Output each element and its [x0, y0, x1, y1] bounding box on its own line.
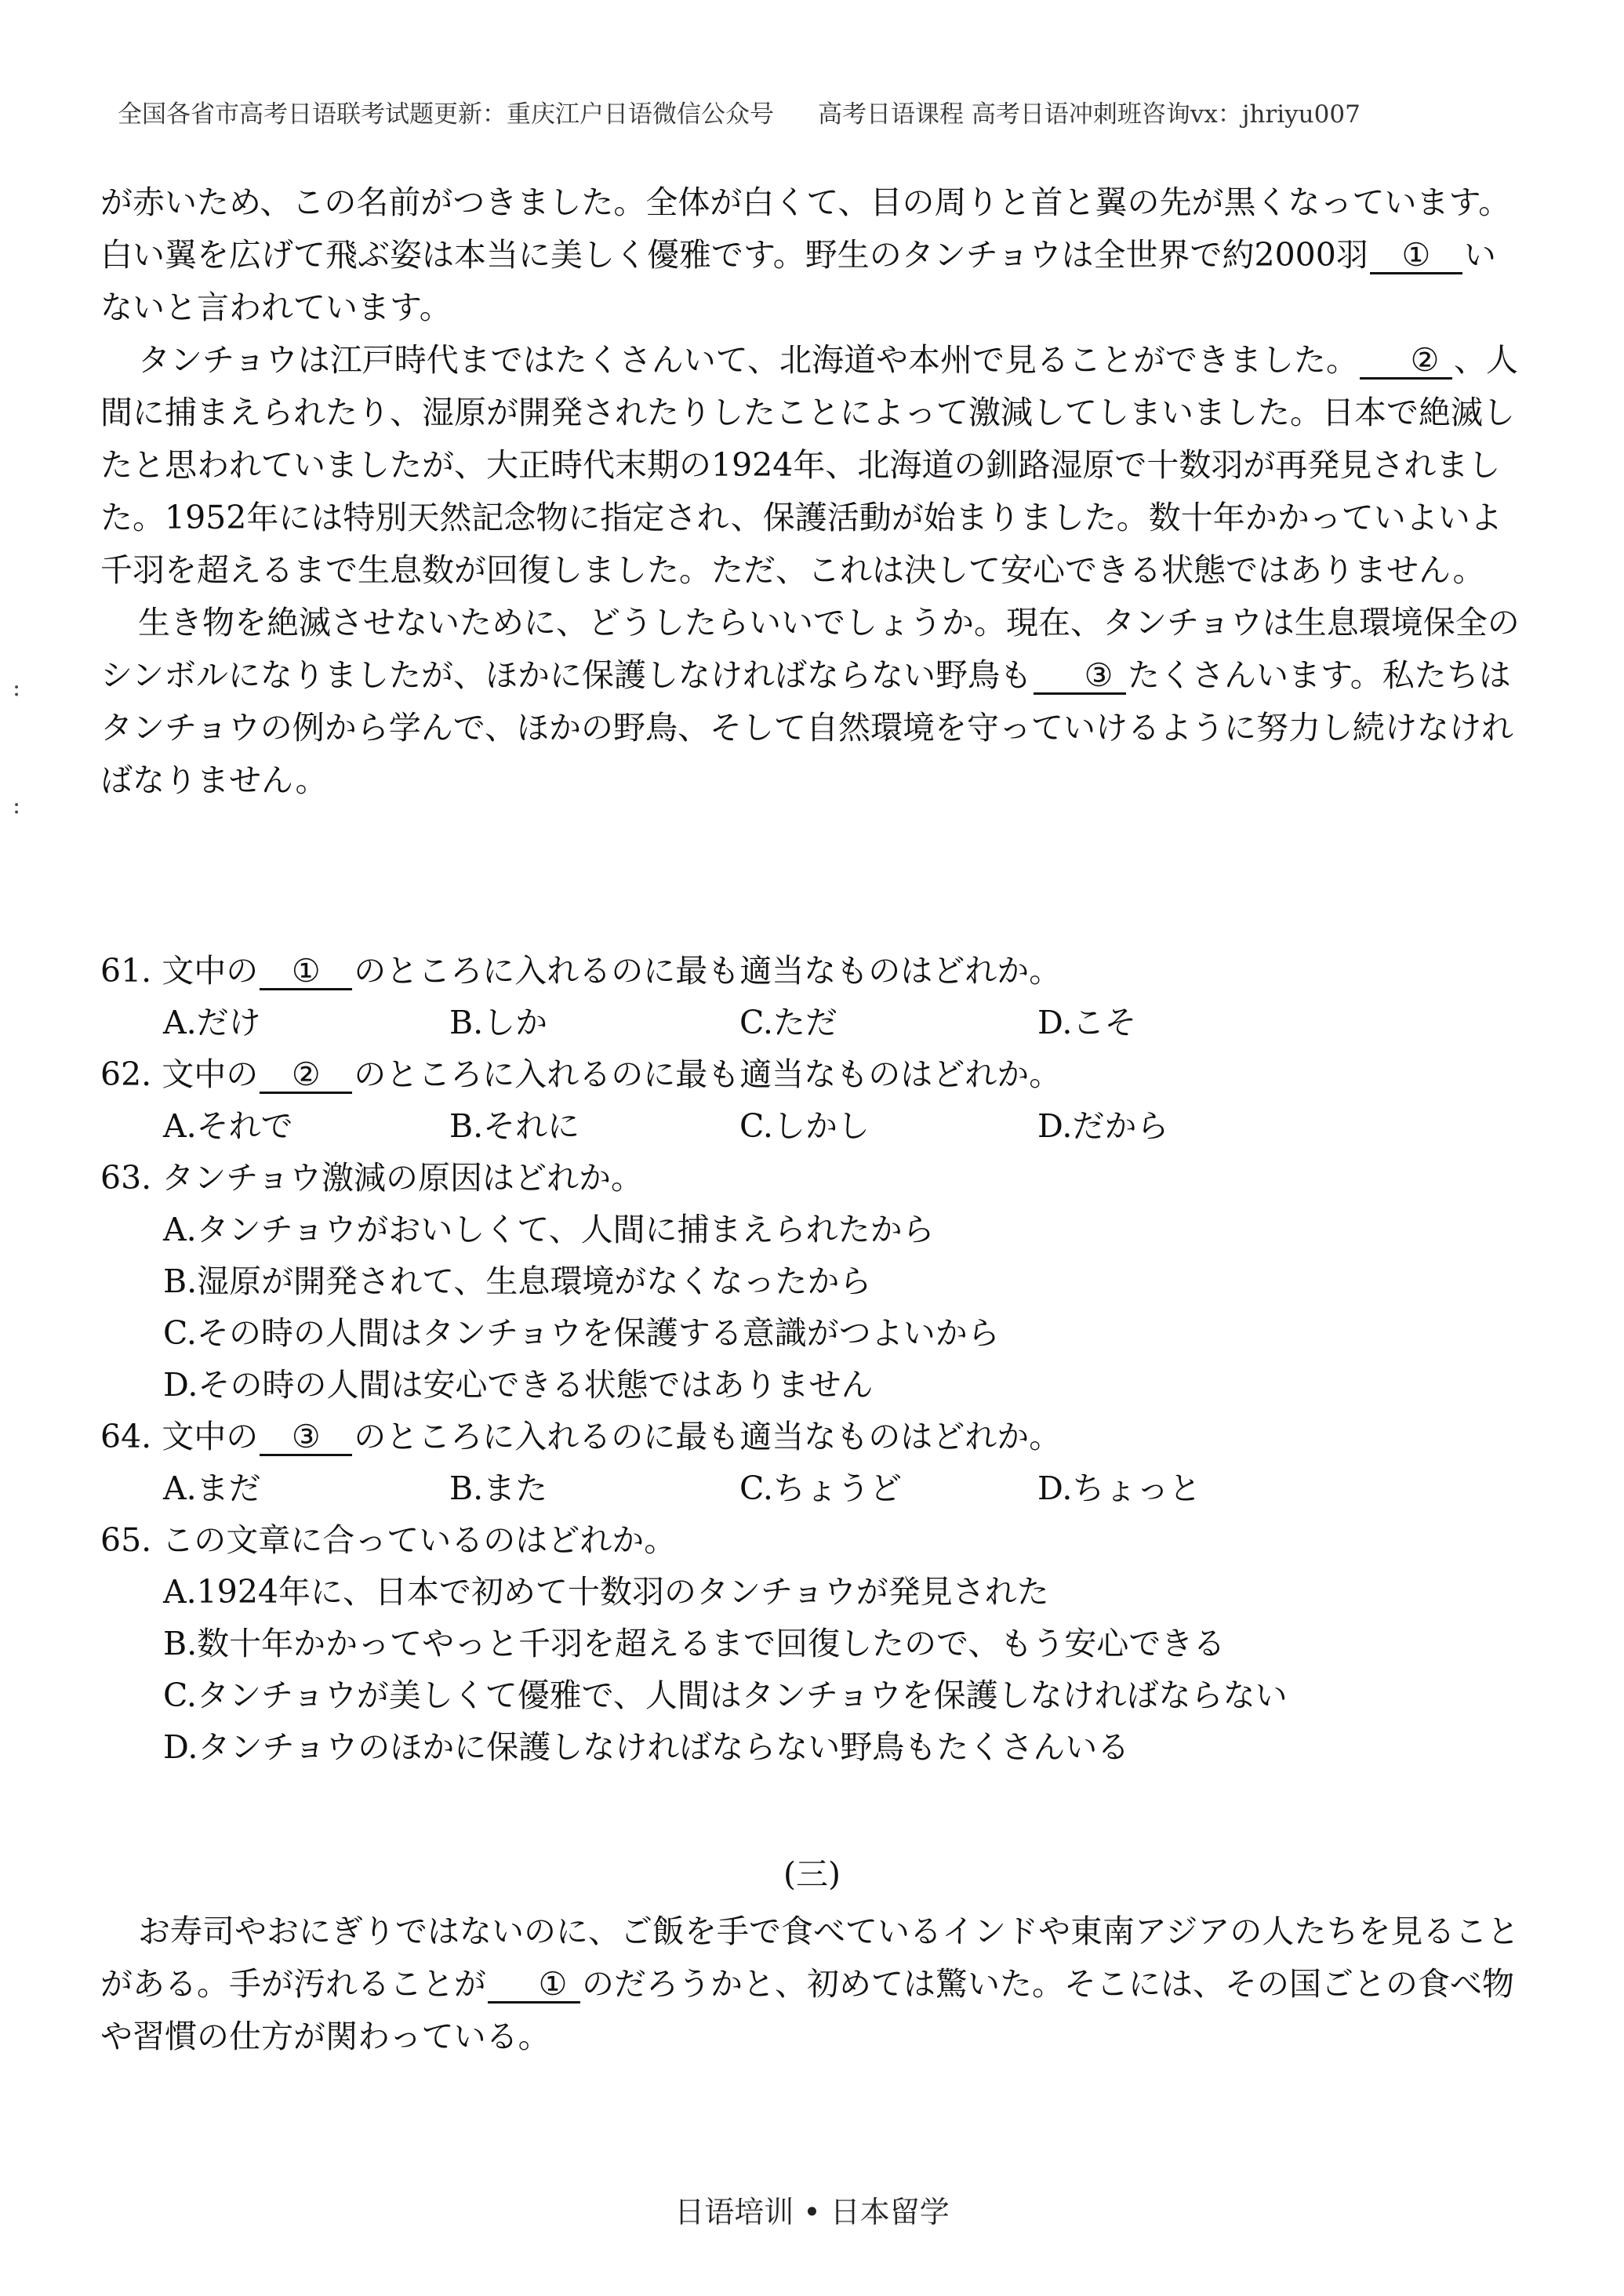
page-header [118, 94, 1529, 129]
passage-text: たくさんいます。私たちはタンチョウの例から学んで、ほかの野鳥、そして自然環境を守っていけるように努力し続けなければなりません。 [100, 656, 1513, 799]
option-d[interactable]: D.ちょっと [1037, 1470, 1201, 1507]
question-61 [100, 945, 1521, 997]
passage-text: お寿司やおにぎりではないのに、ご飯を手で食べているインドや東南アジアの人たちを見ることがある。手が汚れることが [100, 1913, 1520, 2003]
question-63 [100, 1152, 1521, 1204]
question-blank: ① [260, 954, 352, 990]
passage-text: 、人間に捕まえられたり、湿原が開発されたりしたことによって激減してしまいました。日本で絶滅したと思われていましたが、大正時代末期の1924年、北海道の釧路湿原で十数羽が再発見されました。1952年には特別天然記念物に指定され、保護活動が始まりました。数十年かかっていよいよ千羽を超えるまで生息数が回復しました。ただ、これは決して安心できる状態ではありません。 [100, 341, 1518, 589]
option-b[interactable]: B.数十年かかってやっと千羽を超えるまで回復したので、もう安心できる [163, 1625, 1226, 1662]
question-text: のところに入れるのに最も適当なものはどれか。 [354, 1418, 1062, 1455]
question-blank: ③ [260, 1419, 352, 1456]
reading-passage-3 [100, 1905, 1521, 2063]
blank-1: ① [488, 1967, 580, 2004]
question-65 [100, 1514, 1521, 1566]
option-b[interactable]: B.それに [449, 1107, 580, 1145]
page-footer: 日语培训 • 日本留学 [674, 2195, 950, 2229]
passage-text: 生き物を絶滅させないために、どうしたらいいでしょうか。現在、タンチョウは生息環境保全のシンボルになりましたが、ほかに保護しなければならない野鳥も [100, 604, 1520, 694]
passage-text: が赤いため、この名前がつきました。全体が白くて、目の周りと首と翼の先が黒くなっています。白い翼を広げて飛ぶ姿は本当に美しく優雅です。野生のタンチョウは全世界で約2000羽 [100, 183, 1511, 274]
option-d[interactable]: D.だから [1037, 1107, 1169, 1145]
question-text: 文中の [162, 1418, 259, 1455]
question-number: 62. [100, 1055, 152, 1093]
blank-3: ③ [1034, 658, 1126, 695]
option-d[interactable]: D.その時の人間は安心できる状態ではありません [163, 1366, 874, 1404]
question-blank: ② [260, 1057, 352, 1094]
question-text: 文中の [162, 1055, 259, 1093]
header-left: 全国各省市高考日语联考试题更新：重庆江户日语微信公众号 [118, 100, 774, 129]
reading-passage [100, 176, 1521, 807]
option-d[interactable]: D.こそ [1037, 1004, 1137, 1041]
question-number: 64. [100, 1418, 152, 1455]
header-right: 高考日语课程 高考日语冲刺班咨询vx：jhriyu007 [818, 100, 1361, 129]
option-c[interactable]: C.ただ [739, 1004, 837, 1041]
passage-paragraph-1 [100, 176, 1521, 334]
question-64-options [100, 1462, 1521, 1514]
option-c[interactable]: C.その時の人間はタンチョウを保護する意識がつよいから [163, 1314, 1000, 1352]
question-62 [100, 1048, 1521, 1100]
scan-edge-mark: : [13, 792, 21, 819]
option-c[interactable]: C.しかし [739, 1107, 870, 1145]
option-a[interactable]: A.1924年に、日本で初めて十数羽のタンチョウが発見された [163, 1573, 1049, 1611]
option-b[interactable]: B.しか [449, 1004, 548, 1041]
passage-text: のだろうかと、初めては驚いた。そこには、その国ごとの食べ物や習慣の仕方が関わっている。 [100, 1965, 1514, 2055]
question-number: 65. [100, 1521, 152, 1559]
question-text: のところに入れるのに最も適当なものはどれか。 [354, 1055, 1062, 1093]
option-b[interactable]: B.湿原が開発されて、生息環境がなくなったから [163, 1262, 872, 1300]
passage-paragraph [100, 1905, 1521, 2063]
option-a[interactable]: A.タンチョウがおいしくて、人間に捕まえられたから [163, 1211, 935, 1248]
question-number: 61. [100, 952, 152, 990]
option-b[interactable]: B.また [449, 1470, 548, 1507]
option-d[interactable]: D.タンチョウのほかに保護しなければならない野鳥もたくさんいる [163, 1728, 1130, 1766]
option-c[interactable]: C.ちょうど [739, 1470, 902, 1507]
passage-paragraph-2 [100, 334, 1521, 597]
section-title: (三) [783, 1855, 841, 1893]
option-a[interactable]: A.それで [163, 1107, 293, 1145]
question-number: 63. [100, 1159, 152, 1197]
blank-2: ② [1360, 343, 1452, 380]
passage-text: タンチョウは江戸時代まではたくさんいて、北海道や本州で見ることができました。 [138, 341, 1358, 379]
passage-text: いないと言われています。 [100, 236, 1496, 326]
question-62-options [100, 1100, 1521, 1152]
question-text: この文章に合っているのはどれか。 [162, 1521, 677, 1559]
scan-edge-mark: : [13, 674, 21, 702]
option-a[interactable]: A.まだ [163, 1470, 261, 1507]
question-text: 文中の [162, 952, 259, 990]
question-list [100, 945, 1521, 1773]
question-64 [100, 1411, 1521, 1462]
question-61-options [100, 997, 1521, 1048]
option-a[interactable]: A.だけ [163, 1004, 261, 1041]
option-c[interactable]: C.タンチョウが美しくて優雅で、人間はタンチョウを保護しなければならない [163, 1677, 1288, 1714]
blank-1: ① [1370, 238, 1462, 274]
passage-paragraph-3 [100, 597, 1521, 807]
question-text: タンチョウ激減の原因はどれか。 [162, 1159, 644, 1197]
question-text: のところに入れるのに最も適当なものはどれか。 [354, 952, 1062, 990]
